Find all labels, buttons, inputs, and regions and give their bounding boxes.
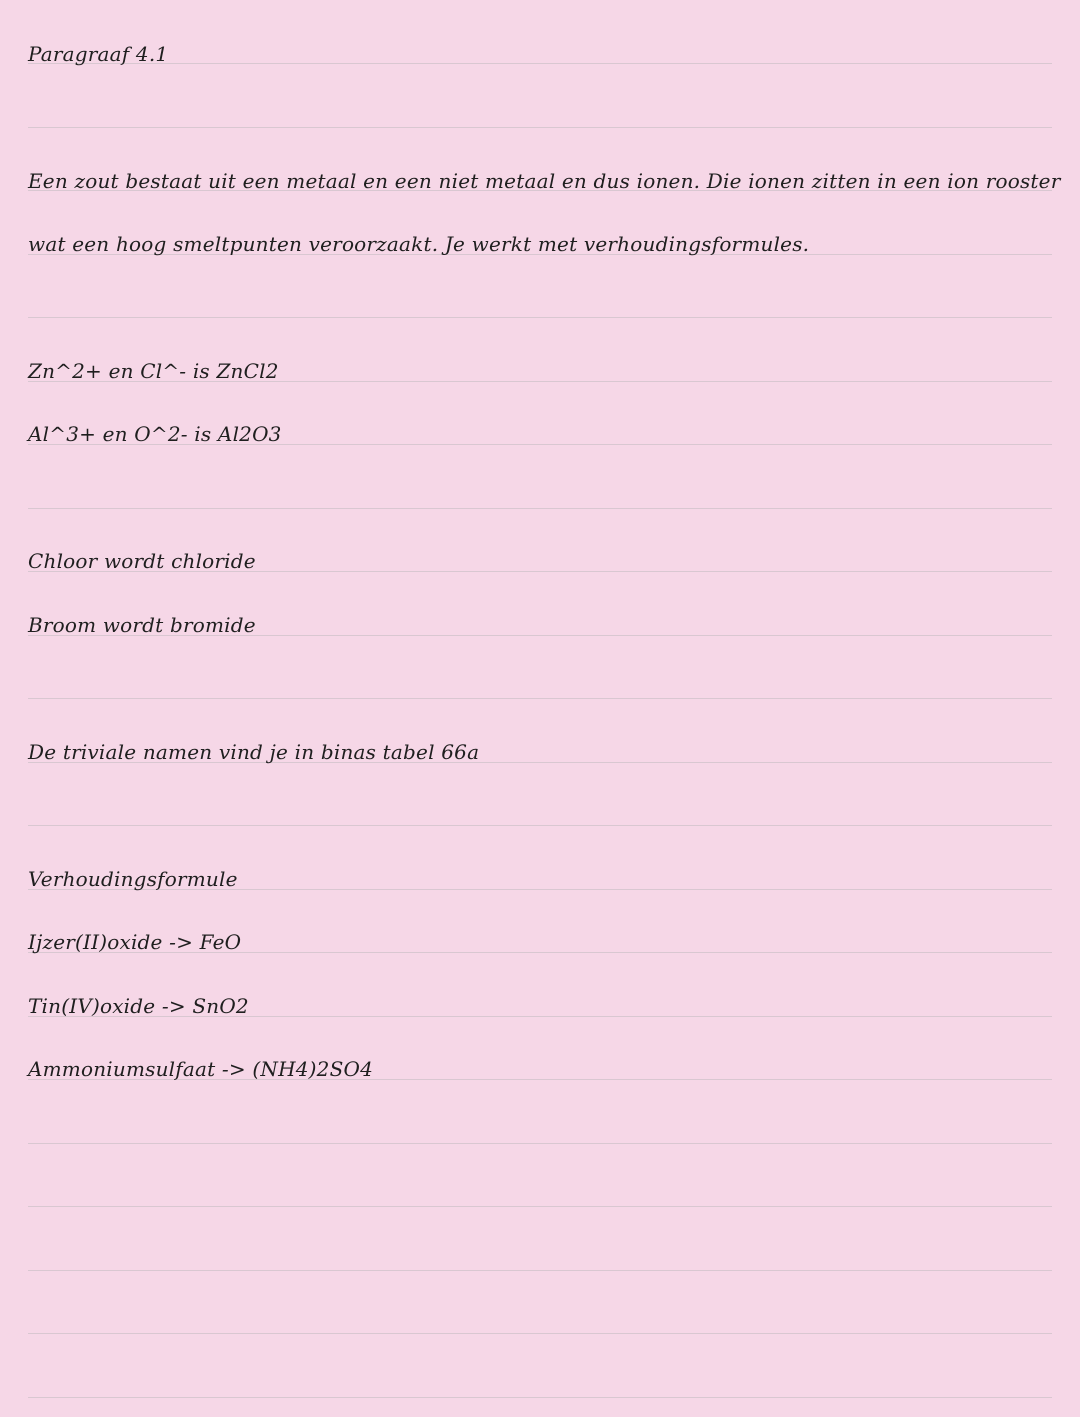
zout-description-line-2: wat een hoog smeltpunten veroorzaakt. Je werkt met verhoudingsformules.	[28, 232, 810, 256]
formula-example-al2o3: Al^3+ en O^2- is Al2O3	[28, 422, 282, 446]
naming-rule-broom: Broom wordt bromide	[28, 613, 256, 637]
formula-example-zncl2: Zn^2+ en Cl^- is ZnCl2	[28, 359, 279, 383]
notebook-rule	[28, 317, 1052, 318]
notebook-rule	[28, 1333, 1052, 1334]
notebook-rule	[28, 1143, 1052, 1144]
notebook-rule	[28, 1397, 1052, 1398]
notebook-rule	[28, 1270, 1052, 1271]
notebook-rule	[28, 1206, 1052, 1207]
section-heading-verhoudingsformule: Verhoudingsformule	[28, 867, 238, 891]
paragraph-heading: Paragraaf 4.1	[28, 42, 169, 66]
zout-description-line-1: Een zout bestaat uit een metaal en een niet metaal en dus ionen. Die ionen zitten in een ion rooster	[28, 169, 1061, 193]
formula-sno2: Tin(IV)oxide -> SnO2	[28, 994, 249, 1018]
formula-nh4-2so4: Ammoniumsulfaat -> (NH4)2SO4	[28, 1057, 374, 1081]
naming-rule-chloor: Chloor wordt chloride	[28, 549, 256, 573]
notebook-rule	[28, 698, 1052, 699]
notebook-rule	[28, 63, 1052, 64]
notebook-rule	[28, 825, 1052, 826]
notebook-rule	[28, 127, 1052, 128]
binas-reference-note: De triviale namen vind je in binas tabel 66a	[28, 740, 480, 764]
formula-feo: Ijzer(II)oxide -> FeO	[28, 930, 242, 954]
notebook-rule	[28, 508, 1052, 509]
